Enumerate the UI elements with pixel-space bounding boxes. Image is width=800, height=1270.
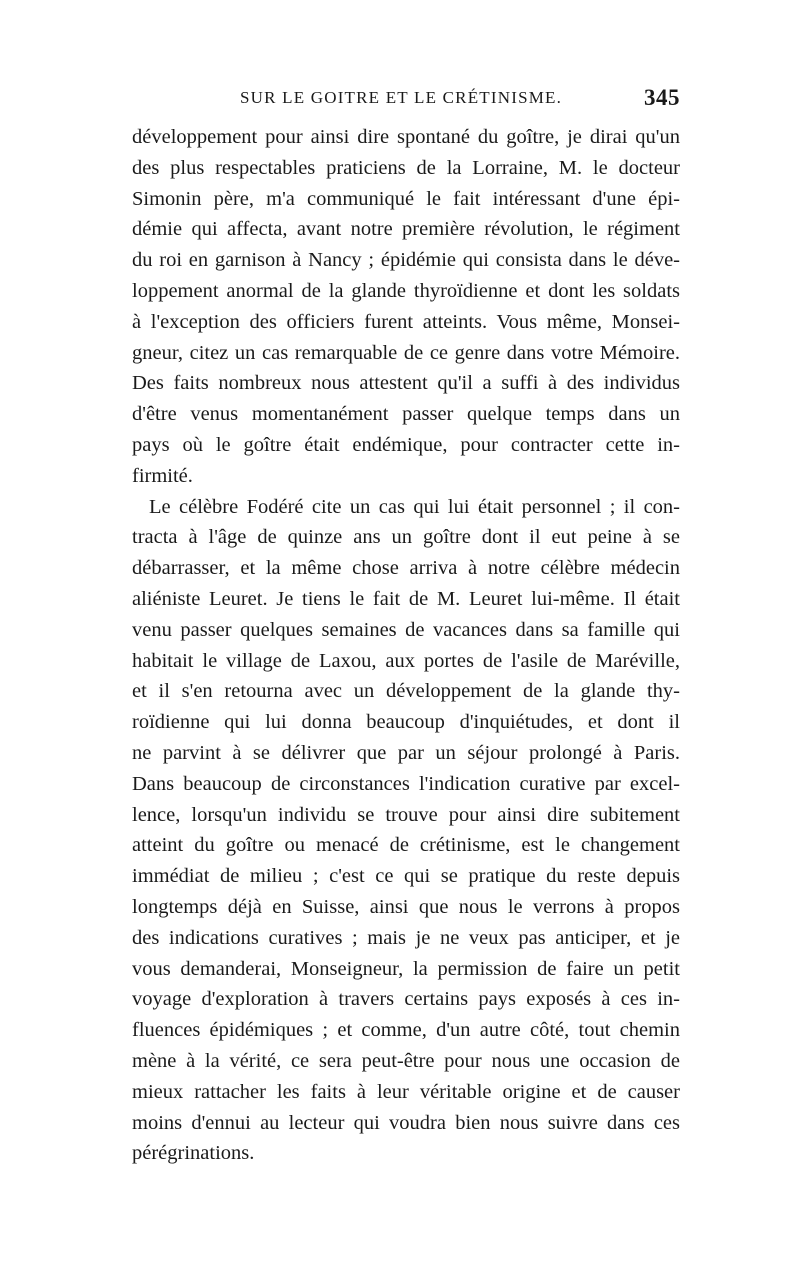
text-line: fluences épidémiques ; et comme, d'un autre côté, tout chemin [132,1019,680,1042]
text-line: à l'exception des officiers furent atteints. Vous même, Monsei- [132,310,680,333]
text-line: et il s'en retourna avec un développement de la glande thy- [132,680,680,703]
text-line: roïdienne qui lui donna beaucoup d'inquiétudes, et dont il [132,711,680,734]
running-title: SUR LE GOITRE ET LE CRÉTINISME. [240,88,563,107]
text-line: pays où le goître était endémique, pour contracter cette in- [132,433,680,456]
paragraph [132,122,680,492]
text-line: immédiat de milieu ; c'est ce qui se pratique du reste depuis [132,865,680,888]
text-line: développement pour ainsi dire spontané du goître, je dirai qu'un [132,126,680,148]
running-head [132,85,680,118]
text-line: aliéniste Leuret. Je tiens le fait de M. Leuret lui-même. Il était [132,587,680,610]
text-line: gneur, citez un cas remarquable de ce genre dans votre Mémoire. [132,341,680,364]
page-number: 345 [644,85,680,110]
text-line: Le célèbre Fodéré cite un cas qui lui était personnel ; il con- [149,495,680,518]
text-line: mieux rattacher les faits à leur véritable origine et de causer [132,1080,680,1103]
text-line: voyage d'exploration à travers certains pays exposés à ces in- [132,988,680,1011]
text-line: venu passer quelques semaines de vacances dans sa famille qui [132,618,680,641]
text-line: firmité. [132,464,193,487]
text-line: ne parvint à se délivrer que par un séjour prolongé à Paris. [132,741,680,764]
text-line: Simonin père, m'a communiqué le fait intéressant d'une épi- [132,187,680,210]
paragraph [132,492,680,1170]
text-line: tracta à l'âge de quinze ans un goître dont il eut peine à se [132,526,680,549]
text-line: vous demanderai, Monseigneur, la permission de faire un petit [132,957,680,980]
text-line: lence, lorsqu'un individu se trouve pour ainsi dire subitement [132,803,680,826]
text-line: mène à la vérité, ce sera peut-être pour nous une occasion de [132,1049,680,1072]
text-line: habitait le village de Laxou, aux portes de l'asile de Maréville, [132,649,680,672]
text-line: atteint du goître ou menacé de crétinisme, est le changement [132,834,680,857]
text-line: longtemps déjà en Suisse, ainsi que nous le verrons à propos [132,895,680,918]
text-line: débarrasser, et la même chose arriva à notre célèbre médecin [132,557,680,580]
text-line: démie qui affecta, avant notre première révolution, le régiment [132,218,680,241]
text-line: Des faits nombreux nous attestent qu'il a suffi à des individus [132,372,680,395]
text-line: d'être venus momentanément passer quelque temps dans un [132,403,680,426]
text-line: loppement anormal de la glande thyroïdienne et dont les soldats [132,279,680,302]
text-line: des plus respectables praticiens de la Lorraine, M. le docteur [132,156,680,179]
text-line: pérégrinations. [132,1142,255,1165]
text-line: Dans beaucoup de circonstances l'indication curative par excel- [132,772,680,795]
text-line: des indications curatives ; mais je ne veux pas anticiper, et je [132,926,680,949]
text-line: du roi en garnison à Nancy ; épidémie qui consista dans le déve- [132,249,680,272]
body-text [132,122,680,1169]
text-line: moins d'ennui au lecteur qui voudra bien nous suivre dans ces [132,1111,680,1134]
